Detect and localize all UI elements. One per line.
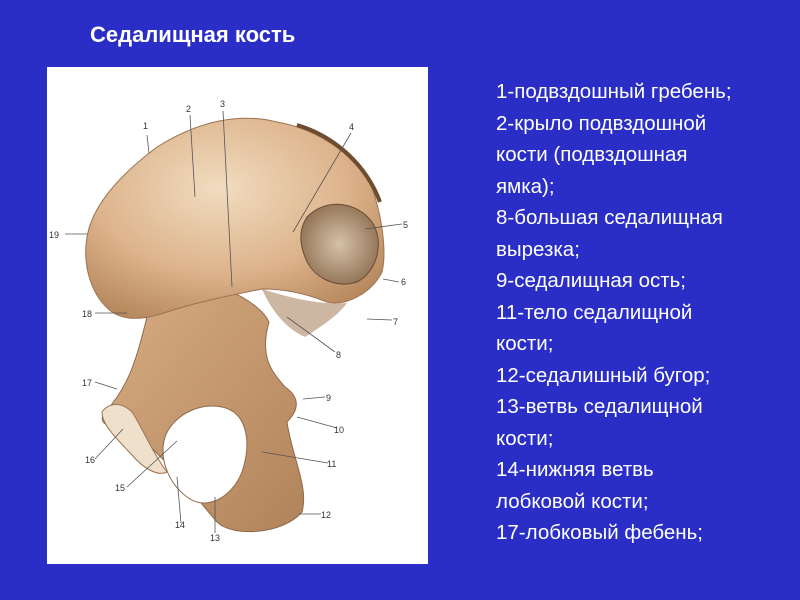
legend-line: 9-седалищная ость; — [496, 269, 687, 292]
legend-line: лобковой кости; — [496, 489, 649, 513]
label-5: 5 — [403, 220, 409, 230]
legend-line: 1-подвздошный гребень; — [496, 80, 732, 103]
label-10: 10 — [334, 425, 345, 435]
label-15: 15 — [115, 483, 126, 493]
label-12: 12 — [321, 510, 332, 520]
label-3: 3 — [220, 99, 226, 109]
legend-line: кости; — [496, 426, 554, 450]
label-1: 1 — [143, 121, 149, 131]
label-19: 19 — [49, 230, 60, 240]
legend-line: 17-лобковый фебень; — [496, 521, 703, 544]
legend-line: вырезка; — [496, 237, 580, 261]
legend-line: 12-седалишный бугор; — [496, 363, 711, 387]
label-7: 7 — [393, 317, 399, 327]
legend-line: 11-тело седалищной — [496, 300, 693, 324]
label-11: 11 — [327, 459, 337, 469]
legend-list — [496, 76, 796, 549]
hip-bone-illustration — [47, 67, 428, 564]
legend-line: 14-нижняя ветвь — [496, 458, 654, 481]
label-9: 9 — [326, 393, 332, 403]
label-13: 13 — [210, 533, 221, 543]
legend-line: кости; — [496, 332, 554, 355]
legend-line: ямка); — [496, 174, 555, 198]
label-14: 14 — [175, 520, 186, 530]
slide-title: Седалищная кость — [90, 22, 296, 47]
legend-line: 8-большая седалищная — [496, 206, 723, 229]
legend-line: 2-крыло подвздошной — [496, 111, 707, 135]
label-4: 4 — [349, 122, 355, 132]
label-6: 6 — [401, 277, 407, 287]
label-8: 8 — [336, 350, 342, 360]
label-16: 16 — [85, 455, 96, 465]
legend-line: кости (подвздошная — [496, 143, 688, 166]
legend-line: 13-ветвь седалищной — [496, 395, 703, 418]
label-2: 2 — [186, 104, 192, 114]
label-18: 18 — [82, 309, 93, 319]
hip-bone-drawing — [47, 67, 428, 564]
label-17: 17 — [82, 378, 93, 388]
